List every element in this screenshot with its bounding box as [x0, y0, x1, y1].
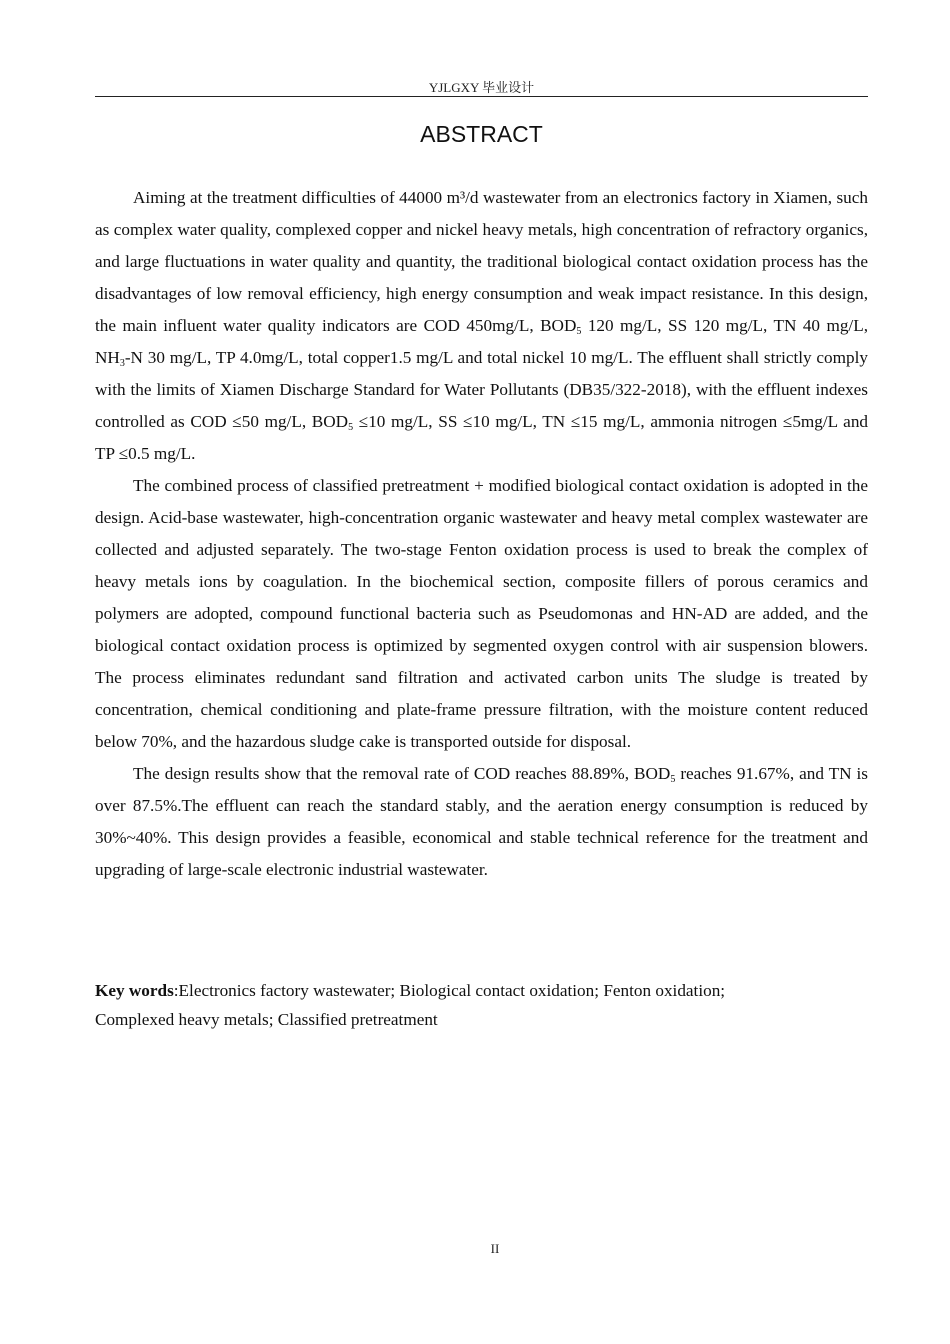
page-title: ABSTRACT: [420, 121, 543, 147]
page-number: II: [490, 1241, 500, 1256]
abstract-body: [95, 182, 868, 886]
p1-subscript-2: 3: [119, 358, 125, 369]
p3-text-2: reaches 91.67%, and TN is over 87.5%.The effluent can reach the standard stably, and the aeration energy consumption is reduced by 30%~40%. This design provides a feasible, economical and stable technical reference for the treatment and upgrading of large-scale electronic industrial wastewater.: [95, 764, 868, 879]
keywords-line-1: [95, 976, 868, 1005]
keywords-line-2: Complexed heavy metals; Classified pretreatment: [95, 1010, 438, 1029]
keywords-label: Key words: [95, 981, 174, 1000]
p1-text-1: Aiming at the treatment difficulties of 44000 m³/d wastewater from an electronics factory in Xiamen, such as complex water quality, complexed copper and nickel heavy metals, high concentration of refractory organics, and large fluctuations in water quality and quantity, the traditional biological contact oxidation process has the disadvantages of low removal efficiency, high energy consumption and weak impact resistance. In this design, the main influent water quality indicators are COD 450mg/L, BOD: [95, 188, 868, 335]
p1-subscript-3: 5: [348, 422, 354, 433]
p3-text-1: The design results show that the removal rate of COD reaches 88.89%, BOD: [133, 764, 671, 783]
keywords-block: [95, 976, 868, 1034]
p1-text-3: -N 30 mg/L, TP 4.0mg/L, total copper1.5 mg/L and total nickel 10 mg/L. The effluent shall strictly comply with the limits of Xiamen Discharge Standard for Water Pollutants (DB35/322-2018), with the effluent indexes controlled as COD ≤50 mg/L, BOD: [95, 348, 868, 431]
abstract-paragraph-1: [95, 182, 868, 470]
keywords-text-1: :Electronics factory wastewater; Biological contact oxidation; Fenton oxidation;: [173, 981, 726, 1000]
header-rule: [95, 96, 868, 97]
p1-subscript-1: 5: [576, 326, 582, 337]
abstract-paragraph-3: [95, 758, 868, 886]
p1-text-2: 120 mg/L, SS 120 mg/L, TN 40 mg/L, NH: [95, 316, 868, 367]
abstract-paragraph-2: The combined process of classified pretreatment + modified biological contact oxidation is adopted in the design. Acid-base wastewater, high-concentration organic wastewater and heavy metal complex wastewater are collected and adjusted separately. The two-stage Fenton oxidation process is used to break the complex of heavy metals ions by coagulation. In the biochemical section, composite fillers of porous ceramics and polymers are adopted, compound functional bacteria such as Pseudomonas and HN-AD are added, and the biological contact oxidation process is optimized by segmented oxygen control with air suspension blowers. The process eliminates redundant sand filtration and activated carbon units The sludge is treated by concentration, chemical conditioning and plate-frame pressure filtration, with the moisture content reduced below 70%, and the hazardous sludge cake is transported outside for disposal.: [95, 476, 868, 751]
p1-text-4: ≤10 mg/L, SS ≤10 mg/L, TN ≤15 mg/L, ammonia nitrogen ≤5mg/L and TP ≤0.5 mg/L.: [95, 412, 869, 463]
p3-subscript-1: 5: [670, 774, 676, 785]
running-header: YJLGXY 毕业设计: [428, 80, 535, 95]
